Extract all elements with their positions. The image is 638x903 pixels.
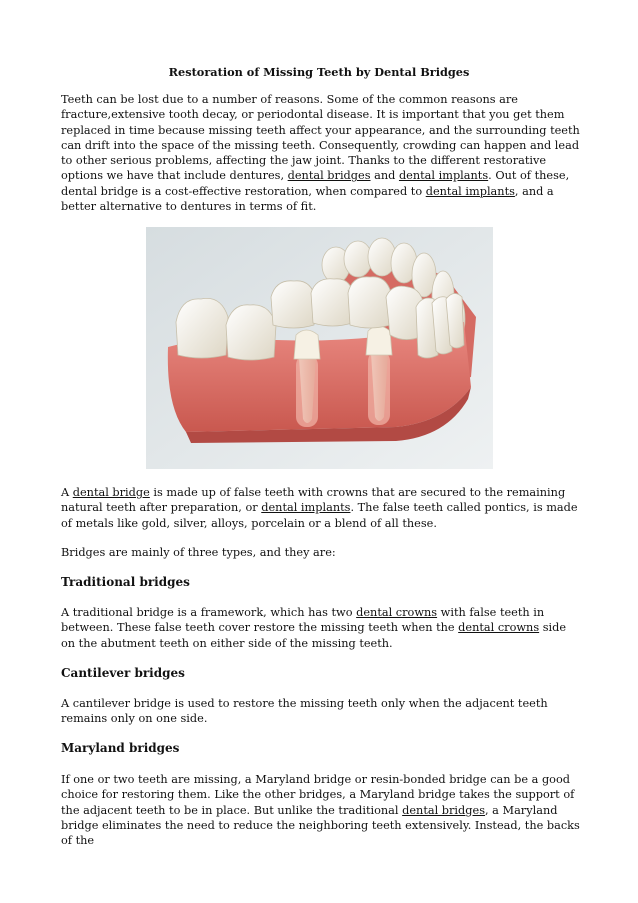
intro-text-1: Teeth can be lost due to a number of reasons. Some of the common reasons are fracture,extensive tooth decay, or periodontal disease. It is important that you get them replaced in time because missing teeth affect your appearance, and the surrounding teeth can drift into the space of the missing teeth. Consequently, crowding can happen and lead to other serious problems, affecting the jaw joint. Thanks to the different restorative options we have that include dentures,	[61, 93, 580, 183]
maryland-bridges-heading: Maryland bridges	[61, 741, 180, 755]
intro-text-2: and	[370, 169, 399, 183]
traditional-paragraph	[61, 605, 581, 651]
intro-text-3: . Out of these, dental bridge is a cost-effective restoration, when compared to	[61, 169, 570, 198]
traditional-text-3: side on the abutment teeth on either side of the missing teeth.	[61, 621, 567, 650]
dental-bridges-link[interactable]: dental bridges	[287, 169, 371, 183]
dental-crowns-link-2[interactable]: dental crowns	[458, 621, 540, 635]
dental-implants-link[interactable]: dental implants	[398, 169, 489, 183]
definition-text-1: A	[61, 486, 73, 499]
intro-text-4: , and a better alternative to dentures in terms of fit.	[61, 184, 554, 214]
dental-bridge-link[interactable]: dental bridge	[72, 486, 150, 499]
maryland-paragraph	[61, 772, 581, 848]
definition-text-3: . The false teeth called pontics, is made of metals like gold, silver, alloys, porcelain or a blend of all these.	[61, 501, 578, 530]
cantilever-paragraph: A cantilever bridge is used to restore the missing teeth only when the adjacent teeth remains only on one side.	[61, 697, 548, 726]
maryland-text-1: If one or two teeth are missing, a Maryland bridge or resin-bonded bridge can be a good choice for restoring them. Like the other bridges, a Maryland bridge takes the support of the adjacent teeth to be in place. But unlike the traditional	[61, 773, 575, 817]
types-intro: Bridges are mainly of three types, and they are:	[61, 546, 336, 559]
cantilever-bridges-heading: Cantilever bridges	[61, 666, 185, 680]
intro-paragraph	[61, 92, 581, 214]
traditional-text-2: with false teeth in between. These false teeth cover restore the missing teeth when the	[61, 606, 545, 635]
dental-bridge-illustration	[146, 227, 493, 469]
dental-implants-link-2[interactable]: dental implants	[425, 184, 515, 198]
traditional-text-1: A traditional bridge is a framework, which has two	[61, 606, 357, 619]
definition-paragraph	[61, 485, 581, 531]
definition-text-2: is made up of false teeth with crowns that are secured to the remaining natural teeth after preparation, or	[61, 486, 566, 515]
dental-bridges-link-2[interactable]: dental bridges	[402, 803, 485, 817]
document-title: Restoration of Missing Teeth by Dental Bridges	[168, 65, 470, 79]
traditional-bridges-heading: Traditional bridges	[61, 575, 190, 589]
dental-crowns-link[interactable]: dental crowns	[356, 606, 438, 619]
maryland-text-2: , a Maryland bridge eliminates the need to reduce the neighboring teeth extensively. Instead, the backs of the	[61, 803, 580, 848]
dental-implants-link-3[interactable]: dental implants	[261, 501, 351, 515]
